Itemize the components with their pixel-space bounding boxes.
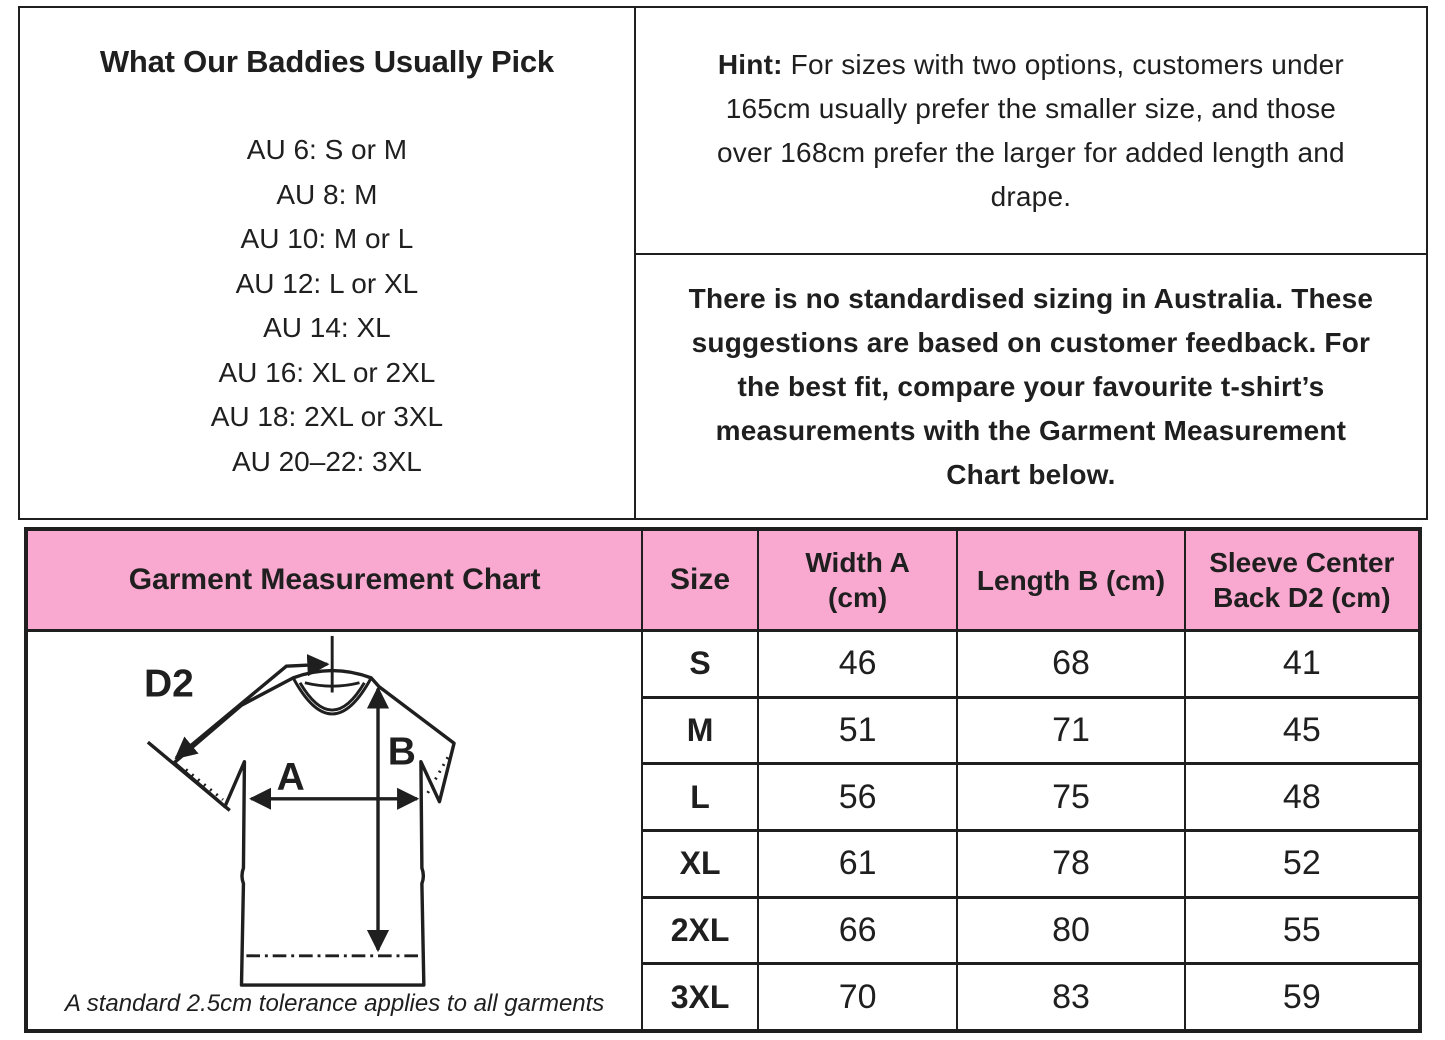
tshirt-diagram	[30, 634, 639, 987]
sleeve-d2-value-2xl: 55	[1184, 896, 1418, 963]
pick-item-au18: AU 18: 2XL or 3XL	[210, 401, 444, 432]
disclaimer-box	[636, 255, 1426, 518]
disclaimer-text: There is no standardised sizing in Australia. These suggestions are based on customer feedback. For the best fit, compare your favourite t-shirt’s measurements with the Garment Measurement Chart below.	[688, 282, 1374, 490]
panel-right	[636, 8, 1426, 518]
hint-label: Hint:	[717, 48, 783, 80]
size-label-m: M	[641, 696, 757, 763]
pick-item-au8: AU 8: M	[276, 178, 378, 210]
column-header-width-a	[757, 531, 956, 629]
pick-item-au12: AU 12: L or XL	[235, 267, 419, 299]
tshirt-diagram-cell	[28, 629, 641, 1029]
hint-text	[695, 43, 1367, 219]
a-label: A	[276, 756, 305, 800]
column-header-width-a-label: Width A (cm)	[805, 547, 910, 613]
sleeve-d2-value-m: 45	[1184, 696, 1418, 763]
picks-list	[211, 128, 443, 484]
size-label-xl: XL	[641, 829, 757, 896]
top-section	[18, 6, 1428, 520]
chart-title: Garment Measurement Chart	[28, 531, 641, 629]
width-a-value-m: 51	[757, 696, 956, 763]
garment-measurement-table	[24, 527, 1422, 1033]
length-b-value-3xl: 83	[956, 962, 1183, 1029]
pick-item-au16: AU 16: XL or 2XL	[218, 356, 436, 388]
width-a-value-2xl: 66	[757, 896, 956, 963]
length-b-value-2xl: 80	[956, 896, 1183, 963]
hint-body: For sizes with two options, customers under 165cm usually prefer the smaller size, and those over 168cm prefer the larger for added length and drape.	[717, 48, 1345, 212]
column-header-length-b: Length B (cm)	[956, 531, 1183, 629]
size-label-s: S	[641, 629, 757, 696]
column-header-size: Size	[641, 531, 757, 629]
panel-usual-picks	[20, 8, 636, 518]
sleeve-d2-value-s: 41	[1184, 629, 1418, 696]
hint-box	[636, 8, 1426, 255]
column-header-sleeve-d2-label: Sleeve Center Back D2 (cm)	[1209, 547, 1395, 613]
size-label-3xl: 3XL	[641, 962, 757, 1029]
size-label-2xl: 2XL	[641, 896, 757, 963]
b-label: B	[387, 730, 416, 774]
length-b-value-xl: 78	[956, 829, 1183, 896]
pick-item-au14: AU 14: XL	[263, 312, 391, 343]
picks-title: What Our Baddies Usually Pick	[99, 44, 554, 79]
width-a-value-3xl: 70	[757, 962, 956, 1029]
sleeve-d2-value-3xl: 59	[1184, 962, 1418, 1029]
width-a-value-xl: 61	[757, 829, 956, 896]
pick-item-au6: AU 6: S or M	[246, 134, 408, 165]
sleeve-d2-value-xl: 52	[1184, 829, 1418, 896]
width-a-value-s: 46	[757, 629, 956, 696]
pick-item-au20-22: AU 20–22: 3XL	[231, 445, 422, 477]
tolerance-note: A standard 2.5cm tolerance applies to all garments	[64, 989, 605, 1017]
pick-item-au10: AU 10: M or L	[240, 223, 414, 254]
column-header-sleeve-d2	[1184, 531, 1418, 629]
length-b-value-m: 71	[956, 696, 1183, 763]
length-b-value-s: 68	[956, 629, 1183, 696]
d2-label: D2	[143, 662, 194, 706]
width-a-value-l: 56	[757, 762, 956, 829]
length-b-value-l: 75	[956, 762, 1183, 829]
tshirt-outline	[174, 671, 454, 985]
size-label-l: L	[641, 762, 757, 829]
sleeve-d2-value-l: 48	[1184, 762, 1418, 829]
